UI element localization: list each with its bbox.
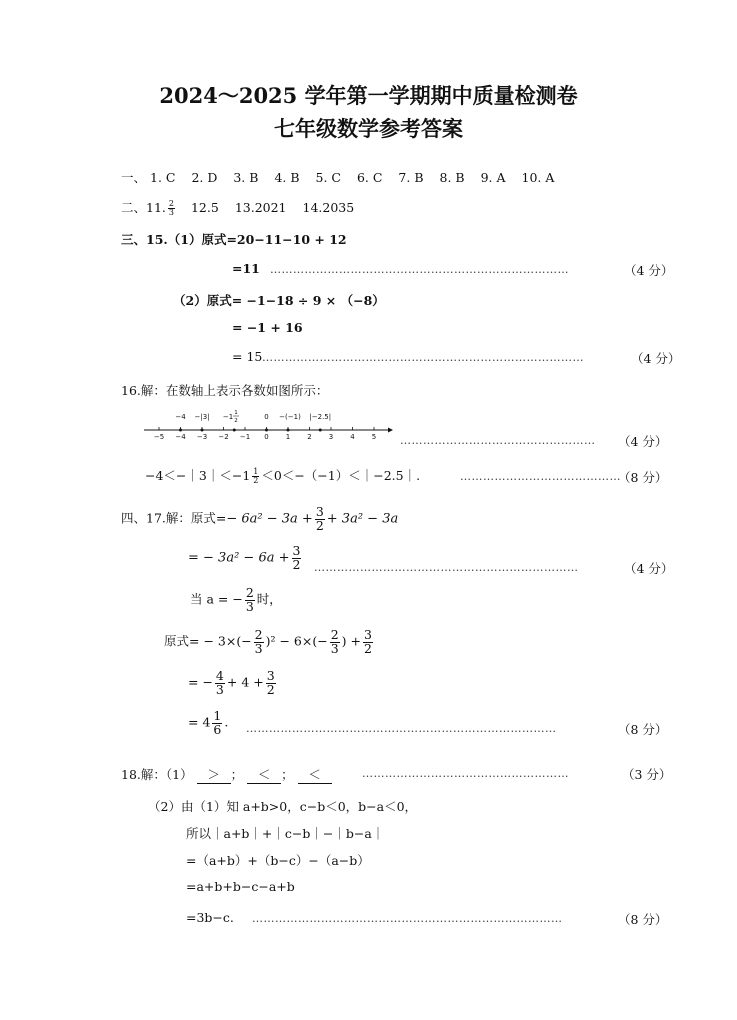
q15-score-2: （4 分） (631, 351, 681, 366)
tick-label: −3 (196, 433, 208, 441)
tick-label: 3 (328, 433, 334, 441)
q17-fraction: $\frac{4}{3}$ (215, 668, 224, 697)
leader-dots: …………………………………… (460, 470, 621, 483)
leader-dots: …………………………………………… (400, 434, 596, 447)
q17-line5 (188, 670, 278, 696)
answer-10: 10. A (521, 170, 555, 185)
q15-part2-line3: = 15 (232, 349, 263, 364)
point-label-half-num: 1 (234, 410, 238, 416)
section-2 (121, 198, 354, 217)
leader-dots: …………………………………………………………………… (270, 263, 569, 276)
q17-fraction: $\frac{3}{2}$ (315, 504, 324, 533)
q17-line3-a: 当 a = − (190, 591, 243, 607)
section-1 (121, 168, 554, 186)
q15-part1-line1: 三、15.（1）原式=20−11−10 + 12 (121, 232, 347, 247)
point-label: −(−1) (279, 413, 301, 421)
q18-line5: =a+b+b−c−a+b (186, 879, 295, 894)
q17-line2 (188, 545, 303, 571)
point-label: 0 (264, 413, 269, 421)
q15-part1-line2: =11 (232, 261, 260, 276)
answer-3: 3. B (233, 170, 259, 185)
answer-9: 9. A (480, 170, 506, 185)
q16-inequality (145, 466, 420, 485)
tick-label: 4 (350, 433, 355, 441)
leader-dots: ……………………………………………………………………… (246, 722, 557, 735)
q17-line3 (190, 587, 282, 613)
q17-line4 (164, 629, 375, 655)
point-minus-1-half (233, 429, 236, 432)
q17-score-1: （4 分） (624, 561, 674, 576)
point-abs-minus-2-5 (319, 429, 322, 432)
q17-line1-expr-b: + 3a² − 3a (326, 511, 399, 527)
answer-4: 4. B (274, 170, 300, 185)
answer-12: 12.5 (190, 200, 219, 215)
answer-key-subtitle: 七年级数学参考答案 (274, 116, 463, 141)
q17-line5-b: + 4 + (226, 674, 264, 690)
q17-fraction: $\frac{2}{3}$ (245, 585, 254, 614)
q18-blank-1: ＞ (197, 765, 231, 784)
point-label-half-den: 2 (234, 418, 238, 424)
q18-blank-2: ＜ (247, 765, 281, 784)
answer-11-prefix: 11. (146, 200, 166, 215)
answer-7: 7. B (398, 170, 424, 185)
q18-prefix: 18.解：（1） (121, 767, 193, 782)
q16-score-1: （4 分） (618, 434, 668, 449)
section-1-number: 一、 (121, 170, 147, 185)
point-minus-minus-1 (287, 429, 290, 432)
point-zero (265, 429, 268, 432)
number-line-tick-labels (154, 433, 376, 441)
tick-label: −2 (218, 433, 229, 441)
point-label: −4 (175, 413, 186, 421)
tick-label: 5 (371, 433, 377, 441)
section-2-number: 二、 (121, 200, 147, 215)
q17-line6-a: = 4 (188, 714, 211, 730)
q17-line5-a: = − (188, 674, 213, 690)
q17-score-2: （8 分） (618, 722, 668, 737)
answer-14: 14.2035 (302, 200, 355, 215)
answer-8: 8. B (439, 170, 465, 185)
point-minus-4 (179, 429, 182, 432)
q17-fraction: $\frac{2}{3}$ (254, 627, 263, 656)
q15-part2-line1: （2）原式= −1−18 ÷ 9 × （−8） (173, 293, 385, 308)
exam-title: 2024～2025 学年第一学期期中质量检测卷 (159, 83, 578, 108)
answer-2: 2. D (191, 170, 218, 185)
q15-score-1: （4 分） (624, 263, 674, 278)
q17-line4-a: 原式= − 3×(− (164, 633, 252, 649)
q15-part2-line2: = −1 + 16 (232, 320, 303, 335)
tick-label: 2 (307, 433, 312, 441)
q17-line1 (121, 506, 398, 532)
point-minus-abs-3 (201, 429, 204, 432)
tick-label: −1 (239, 433, 251, 441)
number-line-arrow (388, 428, 393, 433)
leader-dots: ………………………………………………………………………… (262, 351, 584, 364)
q17-fraction: $\frac{1}{6}$ (213, 708, 222, 737)
tick-label: 1 (285, 433, 291, 441)
q18-score-1: （3 分） (622, 767, 672, 782)
q18-line3: 所以｜a+b｜+｜c−b｜−｜b−a｜ (186, 826, 385, 841)
q17-line1-prefix: 四、17.解：原式= (121, 510, 227, 526)
answer-1: 1. C (150, 170, 176, 185)
q18-sep: ； (281, 767, 294, 782)
tick-label: −4 (175, 433, 186, 441)
q17-fraction: $\frac{2}{3}$ (330, 627, 339, 656)
q17-line4-b: )² − 6×(− (265, 633, 328, 649)
q16-inequality-fraction: $\frac{1}{2}$ (253, 467, 259, 485)
q16-inequality-part-b: ＜0＜−（−1）＜｜−2.5｜. (261, 468, 421, 483)
leader-dots: ……………………………………………………………………… (252, 912, 563, 925)
number-line (140, 406, 400, 448)
leader-dots: ……………………………………………… (362, 767, 569, 780)
point-label: |−2.5| (309, 413, 332, 421)
q17-line4-c: ) + (341, 633, 361, 649)
q18-sep: ； (230, 767, 244, 782)
q17-line3-b: 时， (256, 591, 282, 607)
tick-label: −5 (153, 433, 165, 441)
leader-dots: …………………………………………………………… (314, 561, 579, 574)
answer-6: 6. C (356, 170, 383, 185)
tick-label: 0 (264, 433, 269, 441)
point-label: −1 (222, 413, 234, 421)
q17-fraction: $\frac{3}{2}$ (364, 627, 372, 656)
q17-fraction: $\frac{3}{2}$ (292, 543, 301, 572)
q18-line2: （2）由（1）知 a+b>0，c−b＜0，b−a＜0， (148, 799, 418, 814)
point-label: −|3| (194, 413, 210, 421)
answer-13: 13.2021 (234, 200, 287, 215)
q17-line1-expr-a: − 6a² − 3a + (226, 511, 313, 527)
q18-line4: =（a+b）+（b−c）−（a−b） (186, 853, 370, 868)
q17-line6-b: . (224, 714, 229, 730)
number-line-point-labels (175, 410, 331, 424)
q18-score-2: （8 分） (618, 912, 668, 927)
answer-11-fraction: $\frac{2}{3}$ (168, 199, 174, 217)
q18-line6: =3b−c. (186, 910, 234, 925)
q18-blank-3: ＜ (298, 765, 332, 784)
q18-line1 (121, 765, 332, 784)
q16-heading: 16.解：在数轴上表示各数如图所示： (121, 383, 329, 398)
answer-5: 5. C (315, 170, 341, 185)
q16-inequality-part-a: −4＜−｜3｜＜−1 (145, 468, 251, 483)
q17-fraction: $\frac{3}{2}$ (266, 668, 275, 697)
q16-score-2: （8 分） (618, 470, 668, 485)
q17-line2-expr: = − 3a² − 6a + (188, 550, 290, 566)
q17-line6 (188, 710, 228, 736)
